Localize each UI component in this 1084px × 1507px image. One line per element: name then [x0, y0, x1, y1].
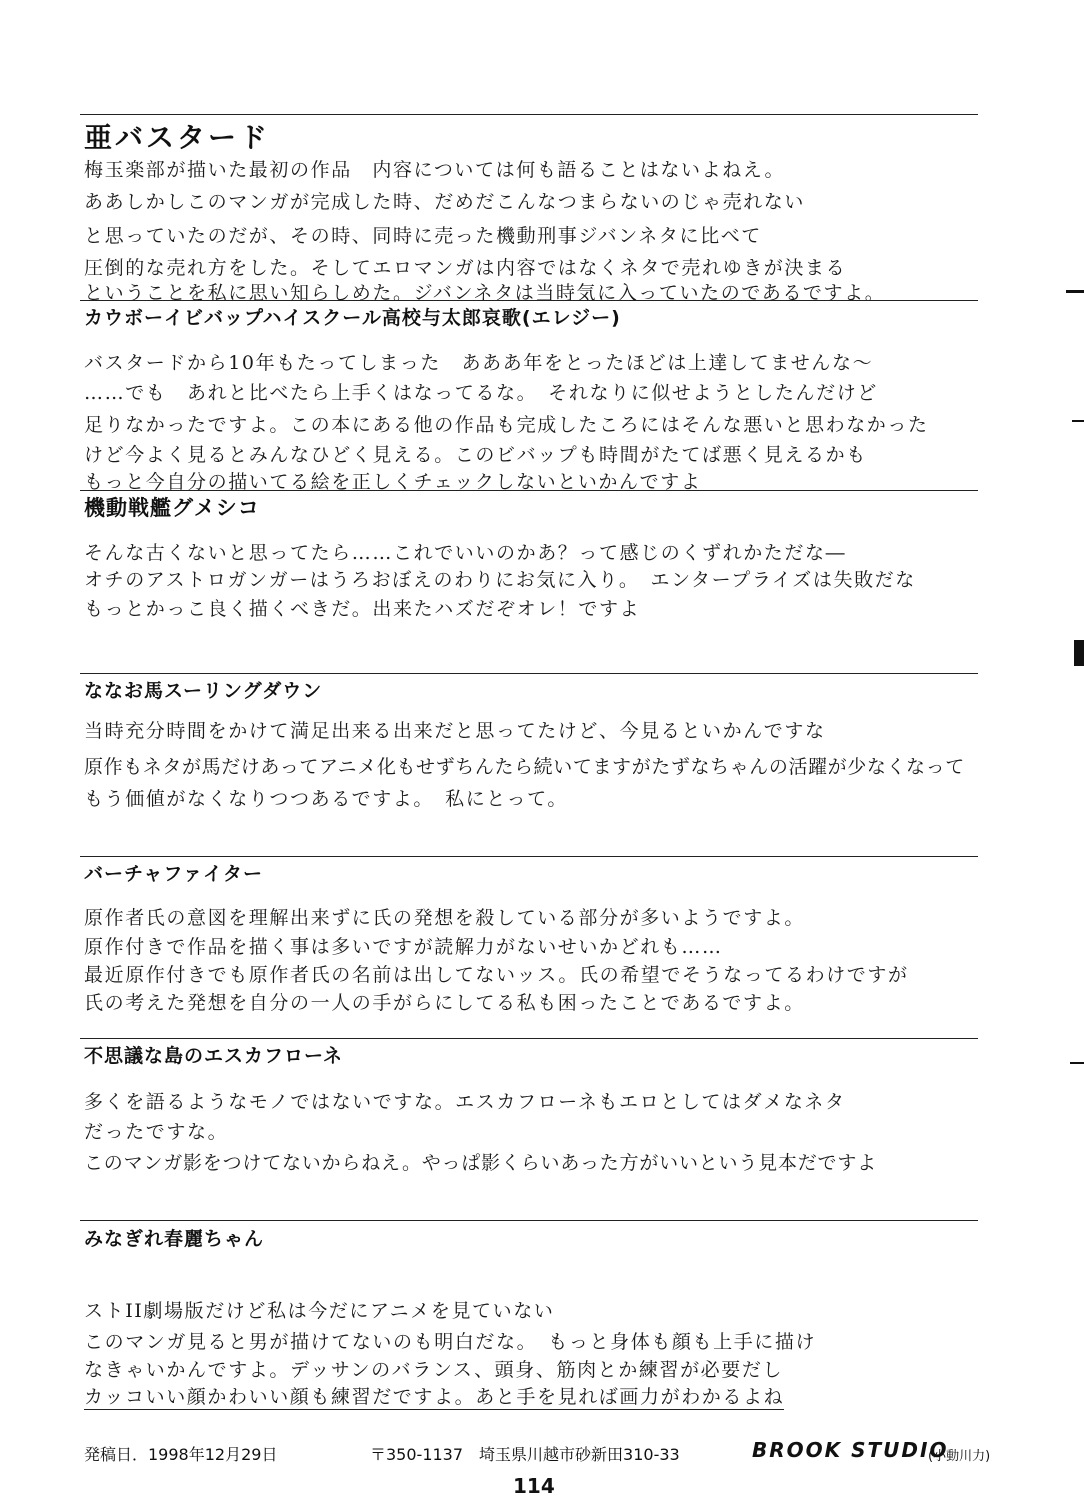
- section-line: バスタードから10年もたってしまった あああ年をとったほどは上達してませんな～: [84, 352, 874, 374]
- section-title: 亜バスタード: [84, 121, 271, 154]
- section-line: このマンガ見ると男が描けてないのも明白だな。 もっと身体も顔も上手に描け: [84, 1331, 817, 1353]
- studio-address: 〒350-1137 埼玉県川越市砂新田310-33: [370, 1445, 680, 1464]
- section-line: なきゃいかんですよ。デッサンのバランス、頭身、筋肉とか練習が必要だし: [84, 1359, 784, 1381]
- section-line: そんな古くないと思ってたら……これでいいのかあ？って感じのくずれかただな―: [84, 542, 847, 564]
- section-line: ということを私に思い知らしめた。ジバンネタは当時気に入っていたのであるですよ。: [84, 282, 886, 304]
- section-line: カッコいい顔かわいい顔も練習だですよ。あと手を見れば画力がわかるよね: [84, 1382, 784, 1410]
- studio-name: BROOK STUDIO: [752, 1438, 949, 1462]
- section-line: 原作者氏の意図を理解出来ずに氏の発想を殺している部分が多いようですよ。: [84, 907, 806, 929]
- scan-edge-mark: [1072, 420, 1084, 422]
- scan-edge-mark: [1070, 1062, 1084, 1064]
- section-title: 機動戦艦グメシコ: [84, 496, 260, 520]
- section-line: 原作付きで作品を描く事は多いですが読解力がないせいかどれも……: [84, 936, 723, 958]
- section-line: もっとかっこ良く描くべきだ。出来たハズだぞオレ！ですよ: [84, 598, 641, 620]
- section-title: カウボーイビバップハイスクール高校与太郎哀歌(エレジー): [84, 307, 621, 329]
- section-divider: [80, 856, 978, 857]
- section-divider: [80, 1038, 978, 1039]
- section-line: だったですな。: [84, 1121, 229, 1143]
- author-note: (小動川力): [928, 1449, 991, 1464]
- section-line: 多くを語るようなモノではないですな。エスカフローネもエロとしてはダメなネタ: [84, 1091, 846, 1113]
- section-title: ななお馬スーリングダウン: [84, 680, 323, 702]
- section-line: 足りなかったですよ。この本にある他の作品も完成したころにはそんな悪いと思わなかった: [84, 414, 929, 436]
- section-line: 氏の考えた発想を自分の一人の手がらにしてる私も困ったことであるですよ。: [84, 992, 805, 1014]
- section-line: 原作もネタが馬だけあってアニメ化もせずちんたら続いてますがたずなちゃんの活躍が少なくなって: [84, 756, 965, 778]
- section-divider: [80, 300, 978, 301]
- section-line: もっと今自分の描いてる絵を正しくチェックしないといかんですよ: [84, 471, 702, 493]
- section-line: もう価値がなくなりつつあるですよ。 私にとって。: [84, 788, 568, 810]
- section-line: ストII劇場版だけど私は今だにアニメを見ていない: [84, 1300, 555, 1322]
- section-divider: [80, 673, 978, 674]
- section-line: ……でも あれと比べたら上手くはなってるな。 それなりに似せようとしたんだけど: [84, 382, 878, 404]
- section-line: と思っていたのだが、その時、同時に売った機動刑事ジバンネタに比べて: [84, 225, 762, 247]
- scan-edge-mark: [1074, 640, 1084, 666]
- section-line: オチのアストロガンガーはうろおぼえのわりにお気に入り。 エンタープライズは失敗だな: [84, 569, 916, 591]
- section-title: 不思議な島のエスカフローネ: [84, 1045, 344, 1067]
- section-line: けど今よく見るとみんなひどく見える。このビバップも時間がたてば悪く見えるかも: [84, 444, 867, 466]
- section-line: 圧倒的な売れ方をした。そしてエロマンガは内容ではなくネタで売れゆきが決まる: [84, 257, 847, 279]
- section-title: みなぎれ春麗ちゃん: [84, 1228, 265, 1250]
- section-line: このマンガ影をつけてないからねえ。やっぱ影くらいあった方がいいという見本だですよ: [84, 1152, 877, 1174]
- section-divider: [80, 114, 978, 115]
- section-title: バーチャファイター: [84, 863, 264, 885]
- publish-date: 発稿日．1998年12月29日: [84, 1445, 278, 1464]
- section-line: ああしかしこのマンガが完成した時、だめだこんなつまらないのじゃ売れない: [84, 191, 806, 213]
- section-divider: [80, 1220, 978, 1221]
- page-number: 114: [513, 1474, 555, 1498]
- section-line: 当時充分時間をかけて満足出来る出来だと思ってたけど、今見るといかんですな: [84, 720, 826, 742]
- scan-edge-mark: [1066, 290, 1084, 293]
- section-line: 梅玉楽部が描いた最初の作品 内容については何も語ることはないよねえ。: [84, 159, 786, 181]
- section-line: 最近原作付きでも原作者氏の名前は出してないッス。氏の希望でそうなってるわけですが: [84, 964, 909, 986]
- section-divider: [80, 490, 978, 491]
